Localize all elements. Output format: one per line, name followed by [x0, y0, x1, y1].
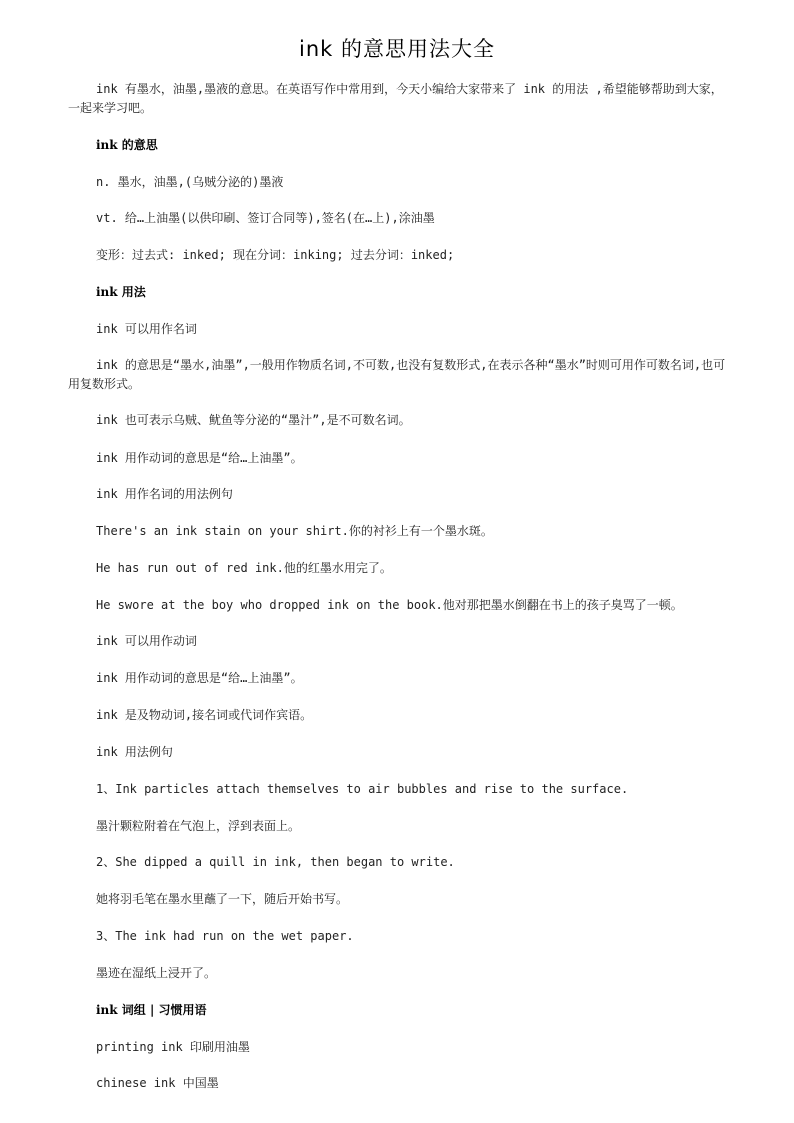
section-heading-usage: ink 用法 [96, 285, 146, 299]
verb-usage-title: ink 可以用作动词 [96, 634, 197, 648]
verb-example-english: 3、The ink had run on the wet paper. [96, 929, 354, 943]
verb-usage-meaning: ink 用作动词的意思是“给…上油墨”。 [96, 671, 303, 685]
noun-usage-title: ink 可以用作名词 [96, 322, 197, 336]
noun-definition: n. 墨水，油墨,(乌贼分泌的)墨液 [96, 175, 284, 189]
noun-squid-note: ink 也可表示乌贼、鱿鱼等分泌的“墨汁”,是不可数名词。 [96, 413, 411, 427]
intro-paragraph: ink 有墨水，油墨,墨液的意思。在英语写作中常用到，今天小编给大家带来了 ink 的用法 ,希望能够帮助到大家，一起来学习吧。 [68, 82, 723, 115]
verb-example-english: 1、Ink particles attach themselves to air bubbles and rise to the surface. [96, 782, 629, 796]
verb-example-chinese: 墨汁颗粒附着在气泡上，浮到表面上。 [96, 819, 301, 833]
verb-examples-title: ink 用法例句 [96, 745, 173, 759]
word-forms: 变形：过去式: inked; 现在分词：inking; 过去分词：inked; [96, 248, 455, 262]
verb-definition: vt. 给…上油墨(以供印刷、签订合同等),签名(在…上),涂油墨 [96, 211, 435, 225]
verb-example-english: 2、She dipped a quill in ink, then began to write. [96, 855, 455, 869]
page-title: ink 的意思用法大全 [299, 37, 495, 61]
verb-example-chinese: 她将羽毛笔在墨水里蘸了一下，随后开始书写。 [96, 892, 349, 906]
noun-example: He has run out of red ink.他的红墨水用完了。 [96, 561, 392, 575]
section-heading-phrases: ink 词组 | 习惯用语 [96, 1003, 207, 1017]
verb-transitive-note: ink 是及物动词,接名词或代词作宾语。 [96, 708, 313, 722]
noun-examples-title: ink 用作名词的用法例句 [96, 487, 233, 501]
phrase-item: chinese ink 中国墨 [96, 1076, 219, 1090]
noun-example: He swore at the boy who dropped ink on the book.他对那把墨水倒翻在书上的孩子臭骂了一顿。 [96, 598, 683, 612]
verb-example-chinese: 墨迹在湿纸上浸开了。 [96, 966, 217, 980]
phrase-item: printing ink 印刷用油墨 [96, 1040, 250, 1054]
section-heading-meaning: ink 的意思 [96, 138, 158, 152]
noun-example: There's an ink stain on your shirt.你的衬衫上有一个墨水斑。 [96, 524, 493, 538]
noun-verb-meaning: ink 用作动词的意思是“给…上油墨”。 [96, 451, 303, 465]
noun-usage-description: ink 的意思是“墨水,油墨”,一般用作物质名词,不可数,也没有复数形式,在表示各种“墨水”时则可用作可数名词,也可用复数形式。 [68, 358, 726, 391]
